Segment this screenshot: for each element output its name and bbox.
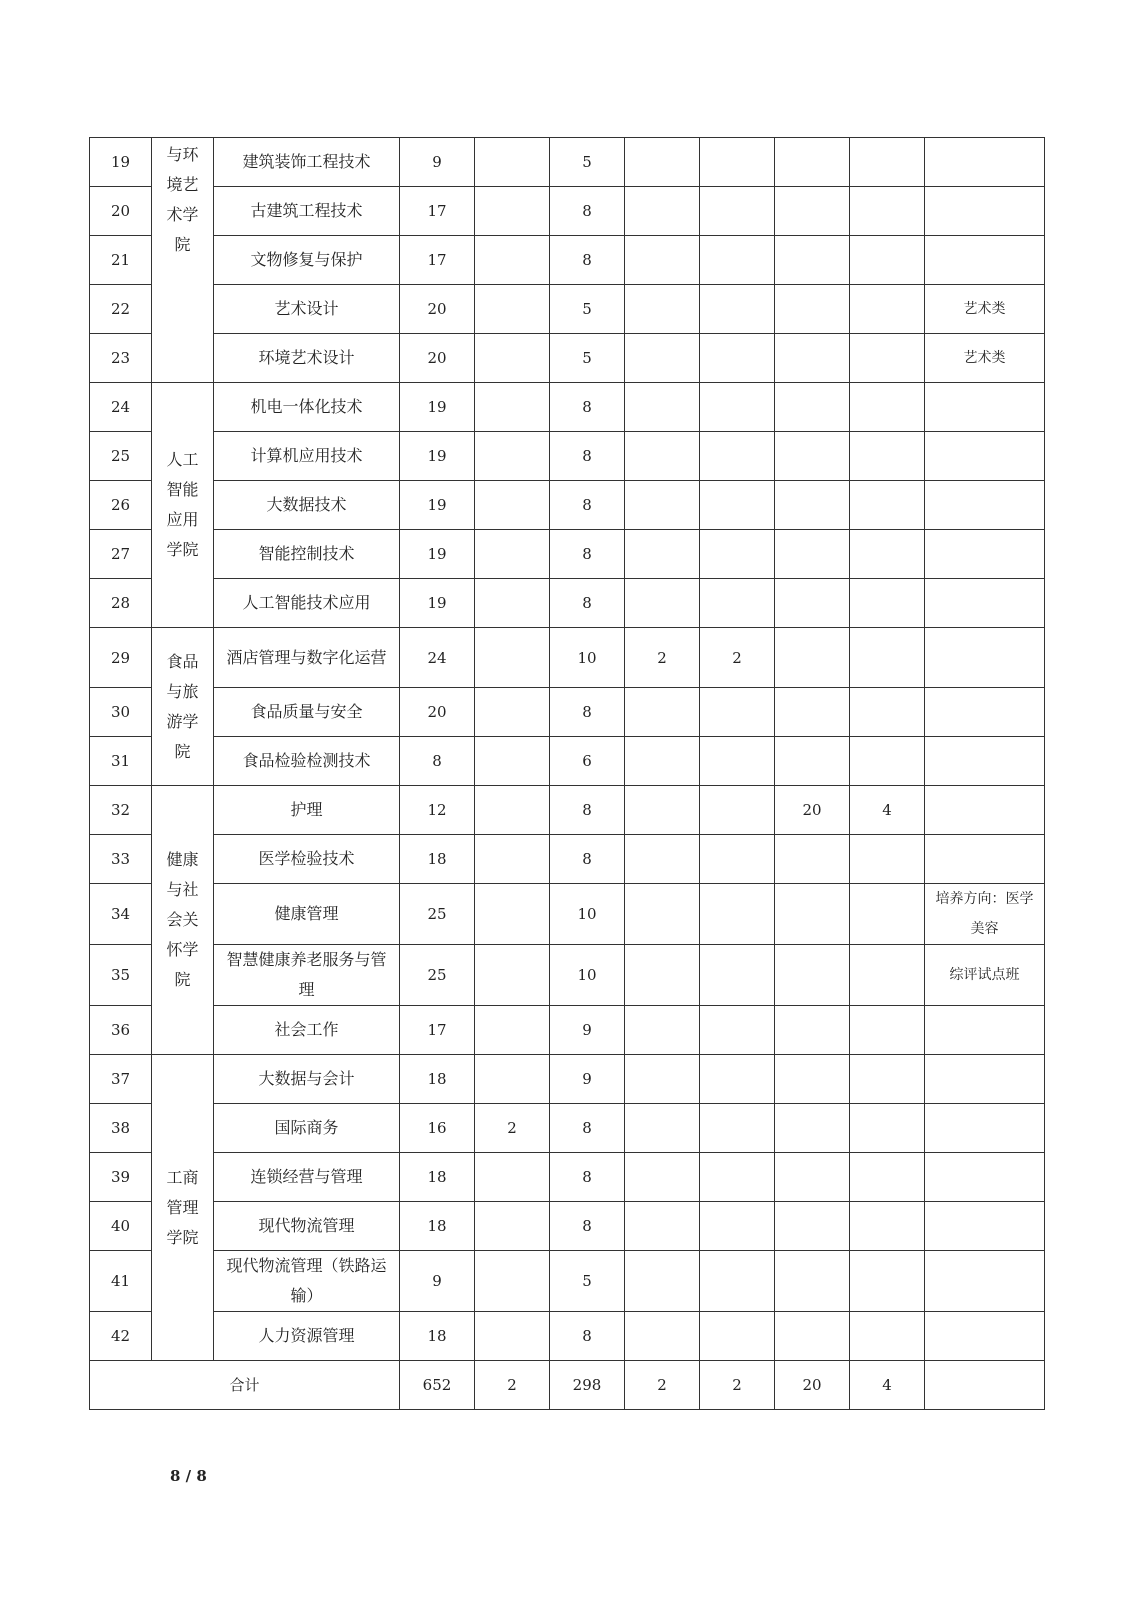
table-row bbox=[90, 432, 1045, 481]
note bbox=[925, 236, 1045, 285]
table-row bbox=[90, 579, 1045, 628]
row-number: 40 bbox=[90, 1202, 152, 1251]
major-name: 现代物流管理（铁路运输） bbox=[214, 1251, 400, 1312]
quota-c3: 10 bbox=[550, 628, 625, 688]
table-row bbox=[90, 530, 1045, 579]
quota-c7 bbox=[850, 945, 925, 1006]
quota-c6 bbox=[775, 481, 850, 530]
table-row bbox=[90, 945, 1045, 1006]
total-c4: 2 bbox=[625, 1361, 700, 1410]
quota-c7: 4 bbox=[850, 786, 925, 835]
quota-c3: 5 bbox=[550, 285, 625, 334]
note: 艺术类 bbox=[925, 334, 1045, 383]
note bbox=[925, 688, 1045, 737]
quota-c2 bbox=[475, 138, 550, 187]
quota-c6 bbox=[775, 1006, 850, 1055]
quota-c5 bbox=[700, 1202, 775, 1251]
major-name: 医学检验技术 bbox=[214, 835, 400, 884]
quota-total: 18 bbox=[400, 1153, 475, 1202]
quota-total: 18 bbox=[400, 835, 475, 884]
quota-c5 bbox=[700, 835, 775, 884]
major-name: 古建筑工程技术 bbox=[214, 187, 400, 236]
quota-c3: 9 bbox=[550, 1006, 625, 1055]
major-name: 连锁经营与管理 bbox=[214, 1153, 400, 1202]
quota-c2 bbox=[475, 1055, 550, 1104]
quota-c6 bbox=[775, 187, 850, 236]
major-name: 人力资源管理 bbox=[214, 1312, 400, 1361]
row-number: 41 bbox=[90, 1251, 152, 1312]
table-row bbox=[90, 236, 1045, 285]
major-name: 酒店管理与数字化运营 bbox=[214, 628, 400, 688]
quota-c7 bbox=[850, 187, 925, 236]
row-number: 26 bbox=[90, 481, 152, 530]
note: 综评试点班 bbox=[925, 945, 1045, 1006]
major-name: 国际商务 bbox=[214, 1104, 400, 1153]
quota-c2 bbox=[475, 1312, 550, 1361]
college-name: 与环境艺术学院 bbox=[152, 138, 214, 383]
quota-c7 bbox=[850, 579, 925, 628]
table-row bbox=[90, 138, 1045, 187]
table-row bbox=[90, 1153, 1045, 1202]
quota-c4 bbox=[625, 835, 700, 884]
row-number: 29 bbox=[90, 628, 152, 688]
quota-c6 bbox=[775, 383, 850, 432]
note bbox=[925, 1251, 1045, 1312]
quota-c4 bbox=[625, 688, 700, 737]
major-name: 艺术设计 bbox=[214, 285, 400, 334]
quota-c6 bbox=[775, 334, 850, 383]
quota-c3: 8 bbox=[550, 1202, 625, 1251]
quota-c2 bbox=[475, 579, 550, 628]
quota-total: 8 bbox=[400, 737, 475, 786]
quota-c5 bbox=[700, 1104, 775, 1153]
quota-c2 bbox=[475, 1006, 550, 1055]
quota-c5 bbox=[700, 383, 775, 432]
table-row bbox=[90, 1055, 1045, 1104]
quota-c3: 6 bbox=[550, 737, 625, 786]
quota-c4 bbox=[625, 579, 700, 628]
quota-c2 bbox=[475, 786, 550, 835]
quota-c7 bbox=[850, 1104, 925, 1153]
major-name: 大数据技术 bbox=[214, 481, 400, 530]
quota-c5 bbox=[700, 432, 775, 481]
table-row bbox=[90, 786, 1045, 835]
row-number: 25 bbox=[90, 432, 152, 481]
row-number: 38 bbox=[90, 1104, 152, 1153]
quota-c4 bbox=[625, 884, 700, 945]
table-row bbox=[90, 1202, 1045, 1251]
row-number: 23 bbox=[90, 334, 152, 383]
note: 艺术类 bbox=[925, 285, 1045, 334]
quota-total: 24 bbox=[400, 628, 475, 688]
quota-c3: 8 bbox=[550, 1153, 625, 1202]
quota-c7 bbox=[850, 285, 925, 334]
quota-c6 bbox=[775, 236, 850, 285]
row-number: 42 bbox=[90, 1312, 152, 1361]
table-row bbox=[90, 1104, 1045, 1153]
total-total: 652 bbox=[400, 1361, 475, 1410]
quota-total: 19 bbox=[400, 432, 475, 481]
quota-c5 bbox=[700, 285, 775, 334]
total-label: 合计 bbox=[90, 1361, 400, 1410]
major-name: 建筑装饰工程技术 bbox=[214, 138, 400, 187]
quota-c7 bbox=[850, 432, 925, 481]
row-number: 20 bbox=[90, 187, 152, 236]
table-row bbox=[90, 628, 1045, 688]
major-name: 食品检验检测技术 bbox=[214, 737, 400, 786]
quota-c6 bbox=[775, 945, 850, 1006]
note bbox=[925, 187, 1045, 236]
quota-c4 bbox=[625, 334, 700, 383]
quota-total: 17 bbox=[400, 1006, 475, 1055]
quota-c2: 2 bbox=[475, 1104, 550, 1153]
major-name: 文物修复与保护 bbox=[214, 236, 400, 285]
quota-c4: 2 bbox=[625, 628, 700, 688]
major-name: 环境艺术设计 bbox=[214, 334, 400, 383]
quota-c5 bbox=[700, 1006, 775, 1055]
quota-total: 18 bbox=[400, 1312, 475, 1361]
quota-c6 bbox=[775, 1312, 850, 1361]
quota-total: 20 bbox=[400, 285, 475, 334]
table-row bbox=[90, 1006, 1045, 1055]
quota-total: 18 bbox=[400, 1202, 475, 1251]
quota-c7 bbox=[850, 481, 925, 530]
table-row bbox=[90, 1251, 1045, 1312]
quota-c3: 8 bbox=[550, 236, 625, 285]
table-row bbox=[90, 835, 1045, 884]
quota-c3: 8 bbox=[550, 786, 625, 835]
quota-c5 bbox=[700, 1312, 775, 1361]
quota-c4 bbox=[625, 1202, 700, 1251]
quota-c4 bbox=[625, 285, 700, 334]
quota-c3: 8 bbox=[550, 187, 625, 236]
quota-c5 bbox=[700, 481, 775, 530]
quota-c4 bbox=[625, 945, 700, 1006]
college-name: 工商管理学院 bbox=[152, 1055, 214, 1361]
quota-c4 bbox=[625, 530, 700, 579]
quota-c3: 8 bbox=[550, 835, 625, 884]
page-number: 8 / 8 bbox=[170, 1467, 207, 1485]
quota-c6 bbox=[775, 884, 850, 945]
quota-total: 17 bbox=[400, 236, 475, 285]
quota-c3: 10 bbox=[550, 884, 625, 945]
college-name: 人工智能应用学院 bbox=[152, 383, 214, 628]
quota-c2 bbox=[475, 1251, 550, 1312]
row-number: 27 bbox=[90, 530, 152, 579]
row-number: 39 bbox=[90, 1153, 152, 1202]
quota-c3: 8 bbox=[550, 579, 625, 628]
note bbox=[925, 1202, 1045, 1251]
quota-c5 bbox=[700, 884, 775, 945]
row-number: 24 bbox=[90, 383, 152, 432]
quota-c6 bbox=[775, 628, 850, 688]
quota-c7 bbox=[850, 138, 925, 187]
quota-c7 bbox=[850, 334, 925, 383]
enrollment-plan-table bbox=[89, 137, 1045, 1410]
quota-total: 12 bbox=[400, 786, 475, 835]
quota-c5 bbox=[700, 1055, 775, 1104]
quota-total: 16 bbox=[400, 1104, 475, 1153]
note bbox=[925, 138, 1045, 187]
quota-c3: 5 bbox=[550, 1251, 625, 1312]
row-number: 30 bbox=[90, 688, 152, 737]
row-number: 34 bbox=[90, 884, 152, 945]
quota-c6 bbox=[775, 1153, 850, 1202]
quota-c6 bbox=[775, 432, 850, 481]
quota-c2 bbox=[475, 187, 550, 236]
quota-c6 bbox=[775, 138, 850, 187]
quota-c2 bbox=[475, 1202, 550, 1251]
note bbox=[925, 1104, 1045, 1153]
total-c3: 298 bbox=[550, 1361, 625, 1410]
quota-c4 bbox=[625, 1006, 700, 1055]
quota-total: 19 bbox=[400, 383, 475, 432]
quota-c3: 8 bbox=[550, 688, 625, 737]
table-row bbox=[90, 187, 1045, 236]
note bbox=[925, 1153, 1045, 1202]
quota-c3: 8 bbox=[550, 383, 625, 432]
quota-c5 bbox=[700, 579, 775, 628]
quota-c4 bbox=[625, 383, 700, 432]
total-row bbox=[90, 1361, 1045, 1410]
quota-c4 bbox=[625, 187, 700, 236]
quota-c5 bbox=[700, 530, 775, 579]
quota-c2 bbox=[475, 236, 550, 285]
major-name: 智能控制技术 bbox=[214, 530, 400, 579]
quota-total: 19 bbox=[400, 481, 475, 530]
note bbox=[925, 1055, 1045, 1104]
quota-c5 bbox=[700, 737, 775, 786]
quota-c6 bbox=[775, 530, 850, 579]
quota-c2 bbox=[475, 481, 550, 530]
quota-c5 bbox=[700, 334, 775, 383]
quota-total: 19 bbox=[400, 530, 475, 579]
quota-c7 bbox=[850, 1312, 925, 1361]
row-number: 32 bbox=[90, 786, 152, 835]
quota-c3: 8 bbox=[550, 481, 625, 530]
quota-total: 18 bbox=[400, 1055, 475, 1104]
quota-c2 bbox=[475, 285, 550, 334]
row-number: 36 bbox=[90, 1006, 152, 1055]
major-name: 计算机应用技术 bbox=[214, 432, 400, 481]
row-number: 31 bbox=[90, 737, 152, 786]
quota-c7 bbox=[850, 835, 925, 884]
quota-c5 bbox=[700, 945, 775, 1006]
note bbox=[925, 628, 1045, 688]
quota-c7 bbox=[850, 383, 925, 432]
quota-c3: 8 bbox=[550, 432, 625, 481]
quota-c4 bbox=[625, 1251, 700, 1312]
major-name: 智慧健康养老服务与管理 bbox=[214, 945, 400, 1006]
quota-c6 bbox=[775, 1202, 850, 1251]
quota-c7 bbox=[850, 1153, 925, 1202]
quota-c6 bbox=[775, 737, 850, 786]
major-name: 社会工作 bbox=[214, 1006, 400, 1055]
quota-c3: 8 bbox=[550, 1104, 625, 1153]
note bbox=[925, 383, 1045, 432]
row-number: 21 bbox=[90, 236, 152, 285]
table-row bbox=[90, 688, 1045, 737]
row-number: 28 bbox=[90, 579, 152, 628]
note bbox=[925, 786, 1045, 835]
total-c7: 4 bbox=[850, 1361, 925, 1410]
note: 培养方向：医学美容 bbox=[925, 884, 1045, 945]
table-row bbox=[90, 1312, 1045, 1361]
quota-c2 bbox=[475, 884, 550, 945]
quota-c3: 8 bbox=[550, 530, 625, 579]
quota-c5: 2 bbox=[700, 628, 775, 688]
quota-total: 20 bbox=[400, 334, 475, 383]
quota-c7 bbox=[850, 688, 925, 737]
major-name: 大数据与会计 bbox=[214, 1055, 400, 1104]
quota-c5 bbox=[700, 236, 775, 285]
quota-c6 bbox=[775, 285, 850, 334]
quota-total: 25 bbox=[400, 884, 475, 945]
total-c6: 20 bbox=[775, 1361, 850, 1410]
quota-c5 bbox=[700, 187, 775, 236]
quota-total: 9 bbox=[400, 1251, 475, 1312]
quota-c3: 5 bbox=[550, 138, 625, 187]
quota-c2 bbox=[475, 383, 550, 432]
total-c2: 2 bbox=[475, 1361, 550, 1410]
quota-c4 bbox=[625, 1055, 700, 1104]
quota-c2 bbox=[475, 628, 550, 688]
note bbox=[925, 1312, 1045, 1361]
row-number: 22 bbox=[90, 285, 152, 334]
quota-c5 bbox=[700, 1251, 775, 1312]
table-row bbox=[90, 884, 1045, 945]
major-name: 机电一体化技术 bbox=[214, 383, 400, 432]
note bbox=[925, 1006, 1045, 1055]
note bbox=[925, 737, 1045, 786]
quota-c6 bbox=[775, 688, 850, 737]
major-name: 食品质量与安全 bbox=[214, 688, 400, 737]
table-row bbox=[90, 481, 1045, 530]
note bbox=[925, 835, 1045, 884]
table-row bbox=[90, 334, 1045, 383]
total-c5: 2 bbox=[700, 1361, 775, 1410]
table-row bbox=[90, 737, 1045, 786]
quota-c7 bbox=[850, 530, 925, 579]
quota-c4 bbox=[625, 236, 700, 285]
table-row bbox=[90, 285, 1045, 334]
quota-c4 bbox=[625, 138, 700, 187]
major-name: 现代物流管理 bbox=[214, 1202, 400, 1251]
major-name: 护理 bbox=[214, 786, 400, 835]
quota-c4 bbox=[625, 786, 700, 835]
note bbox=[925, 481, 1045, 530]
quota-c7 bbox=[850, 737, 925, 786]
quota-c6 bbox=[775, 1251, 850, 1312]
quota-c6: 20 bbox=[775, 786, 850, 835]
quota-total: 25 bbox=[400, 945, 475, 1006]
quota-c3: 9 bbox=[550, 1055, 625, 1104]
quota-c7 bbox=[850, 884, 925, 945]
quota-c7 bbox=[850, 628, 925, 688]
quota-c4 bbox=[625, 1104, 700, 1153]
quota-c6 bbox=[775, 1104, 850, 1153]
quota-c4 bbox=[625, 737, 700, 786]
quota-c2 bbox=[475, 688, 550, 737]
quota-c2 bbox=[475, 945, 550, 1006]
quota-c3: 5 bbox=[550, 334, 625, 383]
row-number: 19 bbox=[90, 138, 152, 187]
major-name: 人工智能技术应用 bbox=[214, 579, 400, 628]
quota-c2 bbox=[475, 737, 550, 786]
note bbox=[925, 530, 1045, 579]
quota-c2 bbox=[475, 1153, 550, 1202]
quota-c3: 10 bbox=[550, 945, 625, 1006]
quota-c6 bbox=[775, 835, 850, 884]
table-row bbox=[90, 383, 1045, 432]
quota-c6 bbox=[775, 579, 850, 628]
quota-c7 bbox=[850, 236, 925, 285]
quota-c7 bbox=[850, 1055, 925, 1104]
quota-c4 bbox=[625, 481, 700, 530]
college-name: 健康与社会关怀学院 bbox=[152, 786, 214, 1055]
quota-c2 bbox=[475, 530, 550, 579]
college-name: 食品与旅游学院 bbox=[152, 628, 214, 786]
quota-c7 bbox=[850, 1202, 925, 1251]
quota-c2 bbox=[475, 432, 550, 481]
quota-c5 bbox=[700, 688, 775, 737]
quota-c4 bbox=[625, 1153, 700, 1202]
quota-c3: 8 bbox=[550, 1312, 625, 1361]
quota-c2 bbox=[475, 835, 550, 884]
note bbox=[925, 432, 1045, 481]
row-number: 35 bbox=[90, 945, 152, 1006]
quota-total: 19 bbox=[400, 579, 475, 628]
quota-c5 bbox=[700, 786, 775, 835]
quota-c5 bbox=[700, 1153, 775, 1202]
quota-c6 bbox=[775, 1055, 850, 1104]
row-number: 33 bbox=[90, 835, 152, 884]
row-number: 37 bbox=[90, 1055, 152, 1104]
note bbox=[925, 579, 1045, 628]
quota-c2 bbox=[475, 334, 550, 383]
quota-c7 bbox=[850, 1251, 925, 1312]
quota-c5 bbox=[700, 138, 775, 187]
total-note bbox=[925, 1361, 1045, 1410]
quota-total: 9 bbox=[400, 138, 475, 187]
quota-c7 bbox=[850, 1006, 925, 1055]
major-name: 健康管理 bbox=[214, 884, 400, 945]
quota-c4 bbox=[625, 1312, 700, 1361]
quota-total: 17 bbox=[400, 187, 475, 236]
quota-total: 20 bbox=[400, 688, 475, 737]
quota-c4 bbox=[625, 432, 700, 481]
